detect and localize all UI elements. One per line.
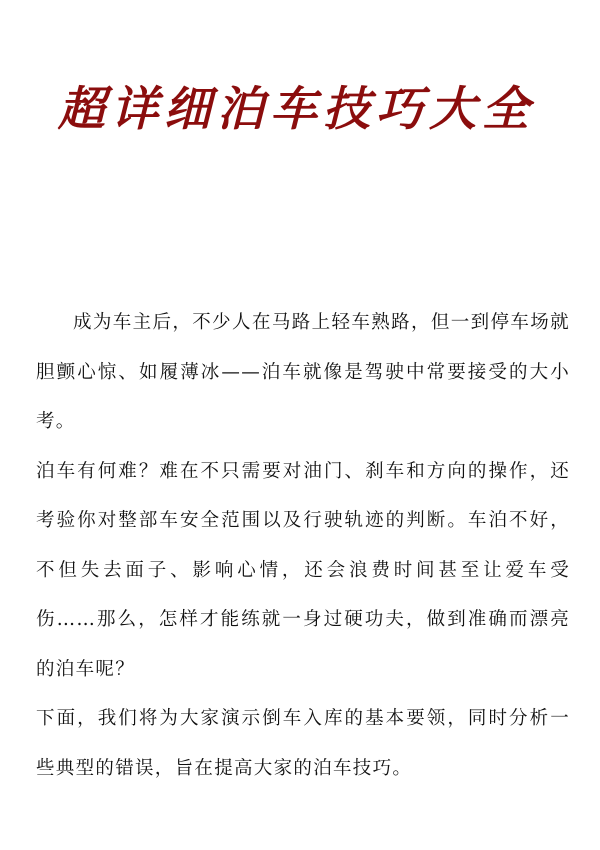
paragraph-difficulty: 泊车有何难？难在不只需要对油门、刹车和方向的操作，还考验你对整部车安全范围以及行驶轨迹的判断。车泊不好，不但失去面子、影响心情，还会浪费时间甚至让爱车受伤……那么，怎样才能练就一身过硬功夫，做到准确而漂亮的泊车呢？	[36, 460, 570, 680]
paragraph-intro: 成为车主后，不少人在马路上轻车熟路，但一到停车场就胆颤心惊、如履薄冰——泊车就像是驾驶中常要接受的大小考。	[36, 312, 570, 432]
paragraph-preview: 下面，我们将为大家演示倒车入库的基本要领，同时分析一些典型的错误，旨在提高大家的泊车技巧。	[36, 708, 570, 779]
document-body	[36, 298, 570, 793]
page-title: 超详细泊车技巧大全	[58, 82, 535, 137]
